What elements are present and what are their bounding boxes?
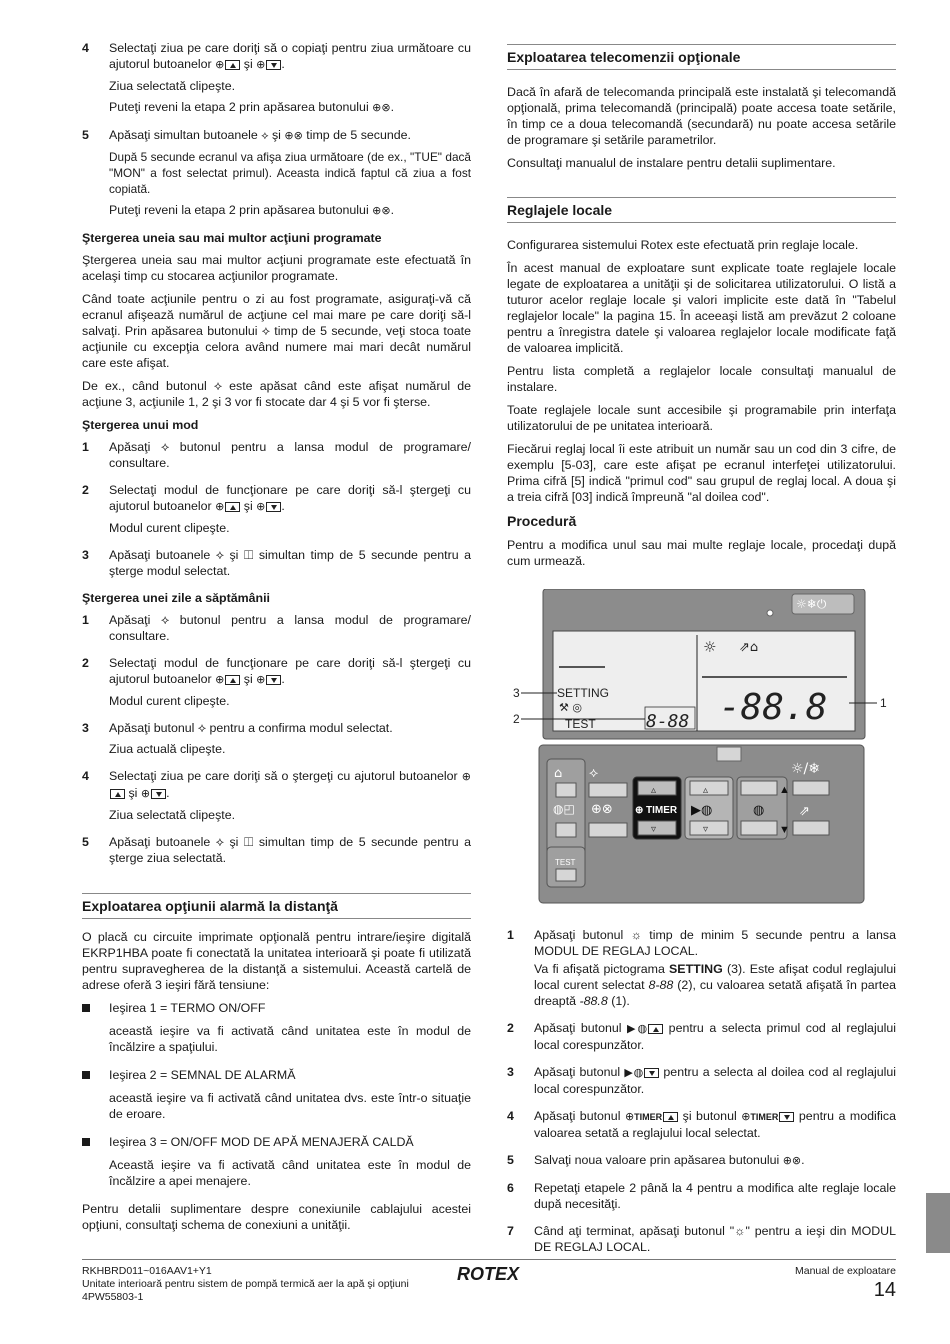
setting-step-4: 4 Apăsaţi butonul ⊕TIMER şi butonul ⊕TIMER pentru a modifica valoarea setată a reglajului local selectat. [507, 1109, 897, 1140]
lcd-value-readout: -88.8 [719, 687, 828, 728]
brand-logo: ROTEX [457, 1264, 520, 1284]
step-note: După 5 secunde ecranul va afişa ziua următoare (de ex., "TUE" dacă "MON" a fost selectat primul). Aceasta indică faptul că ziua a fost copiată. [109, 150, 471, 196]
bullet-output-2: Ieşirea 2 = SEMNAL DE ALARMĂ această ieşire va fi activată când unitatea dvs. este într-o situaţie de eroare. [82, 1067, 471, 1129]
setting-step-1: 1 Apăsaţi butonul ☼ timp de minim 5 secunde pentru a lansa MODUL DE REGLAJ LOCAL. Va fi afişată pictograma SETTING (3). Este afişat codul reglajului local curent selectat 8-88 (2), cu valoarea setată afişată în partea dreaptă -88.8 (1). [507, 928, 896, 1008]
svg-text:▵: ▵ [651, 785, 657, 796]
clock-cancel-icon: ⊕⊗ [284, 129, 303, 142]
copy-step-5: 5 Apăsaţi simultan butoanele ⟡ şi ⊕⊗ timp de 5 secunde. După 5 secunde ecranul va afişa ziua următoare (de ex., "TUE" dacă "MON" a fost selectat primul). Aceasta indică faptul că ziua a fost copiată. Puteţi reveni la etapa 2 prin apăsarea butonului ⊕⊗. [82, 127, 471, 224]
down-key-icon [266, 502, 281, 512]
setting-step-5: 5 Salvaţi noua valoare prin apăsarea butonului ⊕⊗. [507, 1153, 805, 1167]
up-key-icon [225, 60, 240, 70]
paragraph: De ex., când butonul ⟡ este apăsat când este afişat numărul de acţiune 3, acţiunile 1, 2 şi 3 vor fi stocate dar 4 şi 5 vor fi şterse. [82, 379, 471, 409]
paragraph: Configurarea sistemului Rotex este efectuată prin reglaje locale. [507, 238, 859, 252]
down-key-icon [644, 1068, 659, 1078]
paragraph: Toate reglajele locale sunt accesibile şi programabile prin interfaţa utilizatorului de pe unitatea interioară. [507, 403, 896, 433]
bullet-output-1: Ieşirea 1 = TERMO ON/OFF această ieşire va fi activată când unitatea este în modul de încălzire a spaţiului. [82, 1000, 471, 1062]
svg-text:☼❄⏻: ☼❄⏻ [796, 597, 827, 611]
step-number: 5 [82, 128, 89, 142]
footer-model: RKHBRD011~016AAV1+Y1 [82, 1265, 212, 1277]
timer-button-label: TIMER [646, 805, 678, 816]
svg-text:▶◍: ▶◍ [691, 803, 713, 818]
clock-cancel-icon: ⊕⊗ [372, 204, 391, 217]
up-key-icon [225, 502, 240, 512]
setting-step-7: 7 Când aţi terminat, apăsaţi butonul "☼" pentru a ieşi din MODUL DE REGLAJ LOCAL. [507, 1224, 896, 1254]
clock-icon: ⊕ [741, 1110, 751, 1123]
clock-icon: ⊕ [215, 500, 225, 513]
up-key-icon [663, 1112, 678, 1122]
clock-icon: ⊕ [215, 58, 225, 71]
section-heading-remote: Exploatarea telecomenzii opţionale [507, 44, 896, 70]
svg-text:▲: ▲ [779, 784, 790, 796]
mode-step-1: 1 Apăsaţi ⟡ butonul pentru a lansa modul de programare/ consultare. [82, 440, 471, 470]
step-number: 4 [82, 41, 89, 55]
clock-cancel-icon: ⊕⊗ [372, 101, 391, 114]
left-column [82, 40, 471, 1240]
paragraph: Pentru detalii suplimentare despre conexiunile cablajului acestei opţiuni, consultaţi schema de conexiuni a unităţii. [82, 1202, 471, 1232]
lcd-code-readout: 8-88 [646, 711, 690, 732]
paragraph: Dacă în afară de telecomanda principală este instalată şi telecomandă opţională, prima telecomandă (principală) poate accesa toate setările, în timp ce a doua telecomandă (secundară) nu poate accesa setările de programare şi setările parametrilor. [507, 85, 896, 147]
subheading-delete-mode: Ştergerea unui mod [82, 418, 199, 432]
bullet-square-icon [82, 1004, 90, 1012]
mode-step-3: 3 Apăsaţi butoanele ⟡ şi ◫ simultan timp de 5 secunde pentru a şterge modul selectat. [82, 548, 471, 578]
footer-manual-title: Manual de exploatare [795, 1265, 896, 1277]
setting-step-6: 6 Repetaţi etapele 2 până la 4 pentru a modifica alte reglaje locale după necesităţi. [507, 1181, 896, 1211]
callout-3: 3 [513, 686, 520, 700]
paragraph: Fiecărui reglaj local îi este atribuit un număr sau un cod din 3 cifre, de exemplu [5-03], care este afişat pe ecranul interfeţei utilizatorului. Prima cifră [5] indică "primul cod" sau grupul de reglaj local. A doua şi a treia cifră [03] indică împreună "al doilea cod". [507, 442, 896, 504]
up-key-icon [110, 789, 125, 799]
svg-text:▵: ▵ [703, 785, 709, 796]
controller-illustration [507, 589, 896, 909]
subsection-heading-procedure: Procedură [507, 513, 577, 529]
day-step-1: 1 Apăsaţi ⟡ butonul pentru a lansa modul de programare/ consultare. [82, 613, 471, 643]
paragraph: O placă cu circuite imprimate opţională pentru intrare/ieşire digitală EKRP1HBA poate fi conectată la unitatea interioară şi poate fi utilizată pentru supravegherea de la distanţă a sistemului. Această cartelă de adrese oferă 3 ieşiri fără tensiune: [82, 930, 471, 992]
svg-text:▿: ▿ [651, 824, 657, 835]
paragraph: Pentru a modifica unul sau mai multe reglaje locale, procedaţi după cum urmează. [507, 538, 896, 568]
setting-step-3: 3 Apăsaţi butonul ▶◍ pentru a selecta al doilea cod al reglajului local corespunzător. [507, 1065, 896, 1096]
callout-1: 1 [880, 696, 887, 710]
clock-icon: ⊕ [624, 1110, 635, 1123]
lcd-setting-label: SETTING [557, 686, 610, 700]
controller-diagram [507, 589, 896, 909]
svg-text:⊕⊗: ⊕⊗ [591, 802, 613, 817]
subheading-delete-actions: Ştergerea uneia sau mai multor acţiuni programate [82, 231, 382, 245]
up-key-icon [648, 1024, 663, 1034]
svg-text:⊕: ⊕ [635, 805, 644, 816]
svg-text:⚒ ◎: ⚒ ◎ [559, 701, 582, 714]
down-key-icon [779, 1112, 794, 1122]
down-key-icon [266, 60, 281, 70]
test-button-label: TEST [555, 858, 576, 867]
svg-text:⌂: ⌂ [554, 766, 563, 781]
footer-description: Unitate interioară pentru sistem de pompă termică aer la apă şi opţiuni [82, 1278, 409, 1290]
svg-text:⟡: ⟡ [589, 765, 599, 781]
bullet-square-icon [82, 1138, 90, 1146]
section-heading-alarm: Exploatarea opţiunii alarmă la distanţă [82, 893, 471, 919]
lcd-test-label: TEST [565, 717, 596, 731]
right-column [507, 44, 896, 1266]
svg-text:▿: ▿ [703, 824, 709, 835]
setpoint-icon: ▶◍ [624, 1066, 644, 1079]
day-step-5: 5 Apăsaţi butoanele ⟡ şi ◫ simultan timp de 5 secunde pentru a şterge ziua selectată. [82, 835, 471, 865]
svg-text:☼: ☼ [703, 638, 717, 656]
svg-text:◍◰: ◍◰ [553, 802, 575, 816]
subheading-delete-day: Ştergerea unei zile a săptămânii [82, 591, 271, 605]
clock-icon: ⊕ [461, 770, 471, 783]
mode-step-2: 2 Selectaţi modul de funcţionare pe care doriţi să-l ştergeţi cu ajutorul butoanelor ⊕ şi ⊕ . Modul curent clipeşte. [82, 483, 471, 535]
setpoint-icon: ▶◍ [627, 1022, 648, 1035]
clock-cancel-icon: ⊕⊗ [782, 1154, 802, 1167]
program-icon: ⟡ [261, 129, 269, 142]
clock-icon: ⊕ [256, 500, 266, 513]
footer-code: 4PW55803-1 [82, 1291, 144, 1303]
svg-text:▼: ▼ [779, 824, 790, 836]
clock-icon: ⊕ [215, 673, 225, 686]
bullet-output-3: Ieşirea 3 = ON/OFF MOD DE APĂ MENAJERĂ CALDĂ Această ieşire va fi activată când unitatea este în modul de încălzire a apei menajere. [82, 1134, 471, 1196]
page-edge-tab [926, 1193, 950, 1253]
setting-step-2: 2 Apăsaţi butonul ▶◍ pentru a selecta primul cod al reglajului local corespunzător. [507, 1021, 896, 1052]
step-text: Selectaţi ziua pe care doriţi să o copiaţi pentru ziua următoare cu ajutorul butoanelor [109, 41, 471, 71]
paragraph: Pentru lista completă a reglajelor locale consultaţi manualul de instalare. [507, 364, 896, 394]
day-step-3: 3 Apăsaţi butonul ⟡ pentru a confirma modul selectat. Ziua actuală clipeşte. [82, 721, 393, 756]
copy-step-4: 4 Selectaţi ziua pe care doriţi să o copiaţi pentru ziua următoare cu ajutorul butoanelor ⊕ şi ⊕ . Ziua selectată clipeşte. Puteţi reveni la etapa 2 prin apăsarea butonului ⊕⊗. [82, 40, 471, 121]
clock-icon: ⊕ [256, 58, 266, 71]
paragraph: Când toate acţiunile pentru o zi au fost programate, asiguraţi-vă că ecranul afişează numărul de acţiune cel mai mare pe care doriţi să-l salvaţi. Prin apăsarea butonului ⟡ timp de 5 secunde, veţi stoca toate acţiunile cu excepţia celora având numere mai mari decât numărul care este afişat. [82, 292, 471, 370]
bullet-square-icon [82, 1071, 90, 1079]
callout-2: 2 [513, 712, 520, 726]
svg-text:☼/❄: ☼/❄ [791, 761, 820, 777]
down-key-icon [151, 789, 166, 799]
svg-text:◍: ◍ [753, 803, 765, 818]
day-step-4: 4 Selectaţi ziua pe care doriţi să o ştergeţi cu ajutorul butoanelor ⊕ şi ⊕ . Ziua selectată clipeşte. [82, 769, 471, 822]
step-note: Puteţi reveni la etapa 2 prin apăsarea butonului [109, 100, 369, 114]
down-key-icon [266, 675, 281, 685]
clock-icon: ⊕ [256, 673, 266, 686]
step-note: Ziua selectată clipeşte. [109, 79, 236, 93]
page-number: 14 [873, 1279, 896, 1301]
page-footer [82, 1259, 896, 1303]
paragraph: Ştergerea uneia sau mai multor acţiuni programate este efectuată în acelaşi timp cu stocarea acţiunilor programate. [82, 253, 471, 283]
svg-text:⇗⌂: ⇗⌂ [739, 640, 759, 655]
day-step-2: 2 Selectaţi modul de funcţionare pe care doriţi să-l ştergeţi cu ajutorul butoanelor ⊕ şi ⊕ . Modul curent clipeşte. [82, 656, 471, 708]
paragraph: În acest manual de exploatare sunt explicate toate reglajele locale legate de exploatarea a unităţii şi de solicitarea utilizatorului. O listă a tuturor acelor reglaje locale şi valori implicite este dată în "Tabelul reglajelor locale" la pagina 15. În aceeaşi listă am prevăzut 2 coloane pentru a înregistra datele şi valoarea reglajelor locale modificate faţă de valoarea implicită. [507, 261, 896, 355]
paragraph: Consultaţi manualul de instalare pentru detalii suplimentare. [507, 156, 836, 170]
up-key-icon [225, 675, 240, 685]
clock-icon: ⊕ [140, 787, 151, 800]
section-heading-local-settings: Reglajele locale [507, 197, 896, 223]
svg-text:⇗: ⇗ [799, 804, 810, 819]
step-note: Puteţi reveni la etapa 2 prin apăsarea butonului [109, 203, 369, 217]
